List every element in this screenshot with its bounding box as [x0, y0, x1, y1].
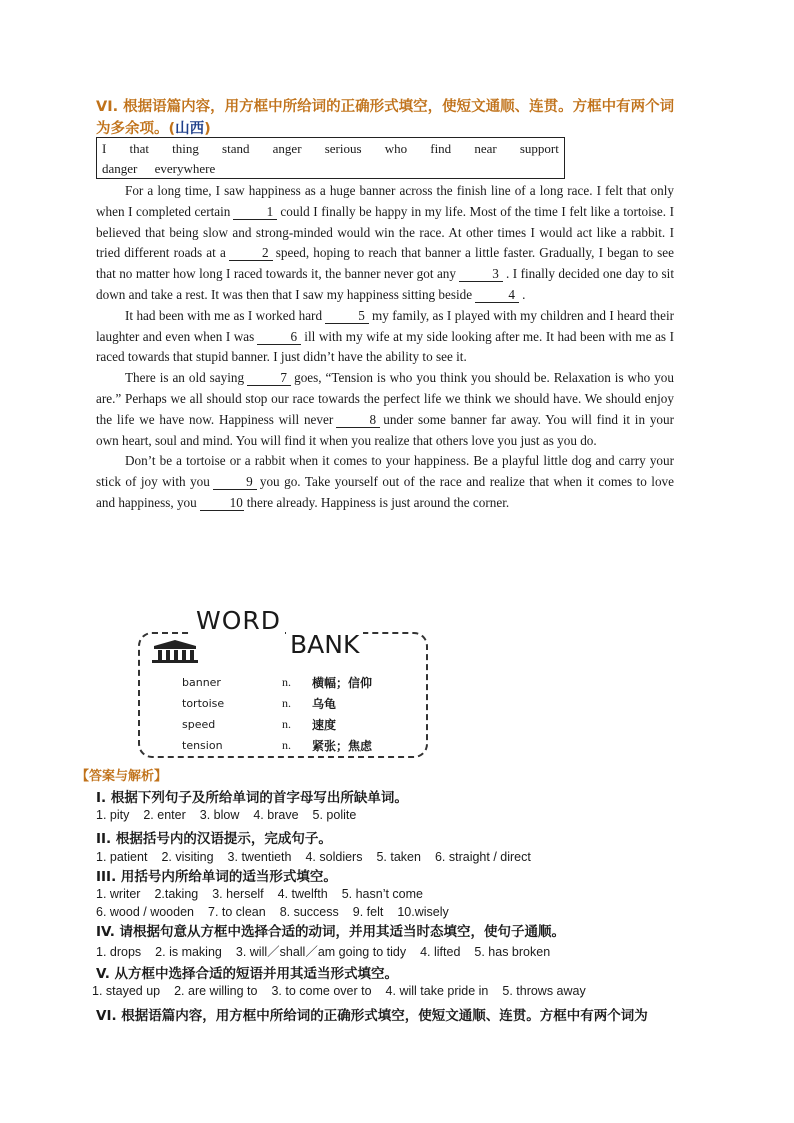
paragraph-1: For a long time, I saw happiness as a huge banner across the finish line of a long race. I felt that only when I completed certain 1 could I finally be happy in my life. Most of the time I felt like a tortoise. I believed that being slow and strong-minded would win the race. At other times I would act like a rabbit. I tried different roads at a 2 speed, hoping to reach that banner a little faster. Gradually, I began to see that no matter how long I raced towards it, the banner never got any 3 . I finally decided one day to sit down and take a rest. It was then that I saw my happiness sitting beside 4 . [96, 183, 674, 302]
blank-3[interactable]: 3 [459, 267, 503, 282]
word-box-item: serious [324, 141, 362, 156]
blank-5[interactable]: 5 [325, 309, 369, 324]
word-bank-row: tortoise n. 乌龟 [182, 696, 337, 711]
answer-section-heading-3: III. 用括号内所给单词的适当形式填空。 [96, 869, 337, 885]
word-bank [134, 606, 432, 761]
answer-section-heading-5: V. 从方框中选择合适的短语并用其适当形式填空。 [96, 966, 399, 982]
word-bank-row: banner n. 横幅；信仰 [182, 675, 373, 690]
word-box-item: stand [222, 141, 250, 156]
blank-7[interactable]: 7 [247, 371, 291, 386]
answer-line: 1. writer 2.taking 3. herself 4. twelfth 5. hasn’t come [96, 887, 423, 901]
answer-section-heading-4: IV. 请根据句意从方框中选择合适的动词，并用其适当时态填空，使句子通顺。 [96, 924, 566, 940]
paragraph-3: There is an old saying 7 goes, “Tension is who you think you should be. Relaxation is who you are.” Perhaps we all should stop our race towards the perfect life we think we should have. We should enjoy the life we have now. Happiness will never 8 under some banner far away. You will find it in your own heart, soul and mind. You will find it when you realize that others love you just as you do. [96, 370, 674, 448]
blank-4[interactable]: 4 [475, 288, 519, 303]
word-bank-row: tension n. 紧张；焦虑 [182, 738, 373, 753]
answer-section-heading-6: VI. 根据语篇内容，用方框中所给词的正确形式填空，使短文通顺、连贯。方框中有两个词为 [96, 1008, 648, 1024]
passage [96, 181, 674, 514]
word-box-row-2 [102, 159, 559, 179]
blank-9[interactable]: 9 [213, 475, 257, 490]
exercise-heading: VI. 根据语篇内容，用方框中所给词的正确形式填空，使短文通顺、连贯。方框中有两个词为多余项。(山西) [96, 99, 675, 137]
word-box-item: danger [102, 161, 138, 176]
columns-building-icon [150, 640, 200, 664]
word-box-item: I [102, 141, 107, 156]
word-box-item: anger [272, 141, 302, 156]
blank-8[interactable]: 8 [336, 413, 380, 428]
word-box-item: thing [172, 141, 199, 156]
answer-section-heading-1: I. 根据下列句子及所给单词的首字母写出所缺单词。 [96, 790, 408, 806]
word-bank-title-bank: BANK [286, 630, 363, 659]
word-box [96, 137, 565, 179]
answer-line: 1. drops 2. is making 3. will／shall／am going to tidy 4. lifted 5. has broken [96, 945, 551, 959]
answer-section-heading-2: II. 根据括号内的汉语提示，完成句子。 [96, 831, 332, 847]
word-box-item: find [430, 141, 452, 156]
word-bank-table [182, 672, 372, 756]
blank-6[interactable]: 6 [257, 330, 301, 345]
answers-title: 【答案与解析】 [76, 769, 168, 784]
answer-line: 1. stayed up 2. are willing to 3. to come over to 4. will take pride in 5. throws away [92, 984, 586, 998]
word-bank-title-word: WORD [192, 606, 285, 635]
blank-10[interactable]: 10 [200, 496, 244, 511]
word-box-item: everywhere [154, 161, 216, 176]
word-box-item: who [384, 141, 408, 156]
blank-2[interactable]: 2 [229, 246, 273, 261]
word-box-item: near [474, 141, 497, 156]
region-label: 山西 [175, 121, 205, 137]
answer-line: 6. wood / wooden 7. to clean 8. success 9. felt 10.wisely [96, 905, 449, 919]
word-bank-row: speed n. 速度 [182, 717, 337, 732]
answer-line: 1. patient 2. visiting 3. twentieth 4. soldiers 5. taken 6. straight / direct [96, 850, 531, 864]
word-box-row-1 [102, 139, 559, 159]
word-box-item: support [519, 141, 559, 156]
blank-1[interactable]: 1 [233, 205, 277, 220]
word-box-item: that [129, 141, 149, 156]
paragraph-2: It had been with me as I worked hard 5 my family, as I played with my children and I heard their laughter and even when I was 6 ill with my wife at my side looking after me. It had been with me as I raced towards that stupid banner. I just didn’t have the ability to see it. [96, 307, 674, 365]
answer-line: 1. pity 2. enter 3. blow 4. brave 5. polite [96, 808, 357, 822]
paragraph-4: Don’t be a tortoise or a rabbit when it comes to your happiness. Be a playful little dog and carry your stick of joy with you 9 you go. Take yourself out of the race and realize that when it comes to love and happiness, you 10 there already. Happiness is just around the corner. [96, 453, 674, 510]
